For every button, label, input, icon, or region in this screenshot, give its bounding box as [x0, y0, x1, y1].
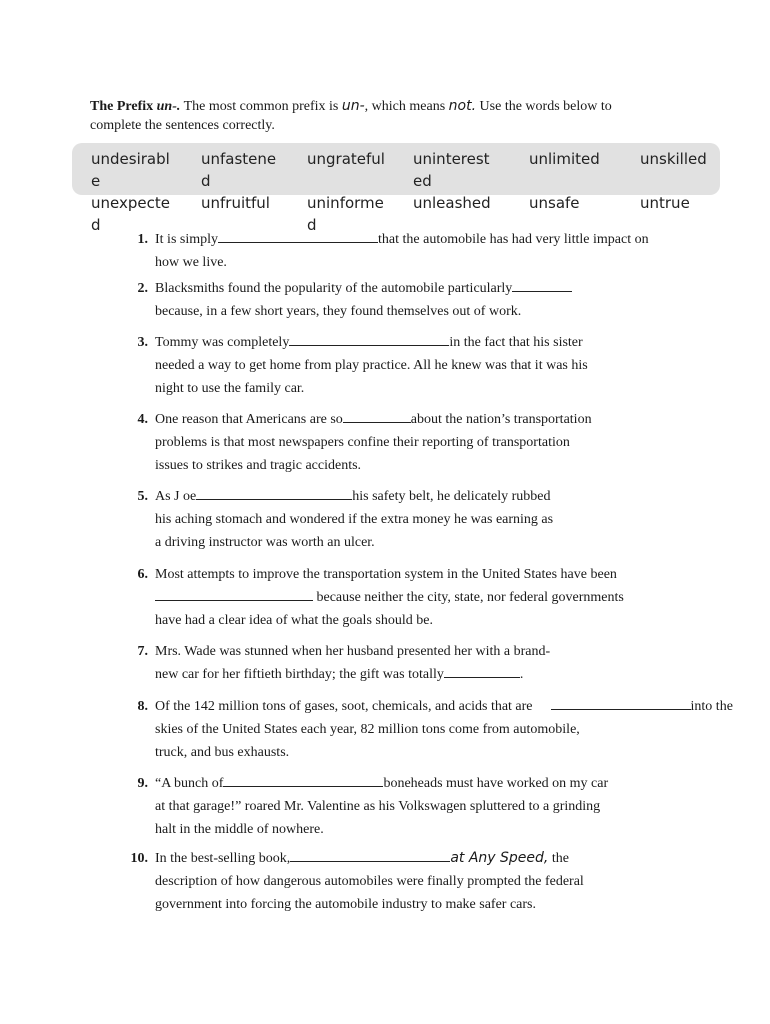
- title: The Prefix un-.: [90, 99, 181, 114]
- answer-blank[interactable]: [444, 665, 520, 678]
- answer-blank[interactable]: [218, 230, 378, 243]
- word-bank-item: unlimited: [529, 150, 600, 168]
- word-bank-item: uninformed: [307, 194, 384, 234]
- word-bank-item: unleashed: [413, 194, 491, 212]
- answer-blank[interactable]: [289, 333, 449, 346]
- answer-blank[interactable]: [343, 410, 411, 423]
- answer-blank[interactable]: [155, 588, 313, 601]
- answer-blank[interactable]: [196, 487, 352, 500]
- word-bank-item: unsafe: [529, 194, 580, 212]
- instructions: The Prefix un-. The most common prefix is un-, which means not. Use the words below to complete the sentences correctly.: [90, 98, 612, 133]
- answer-blank[interactable]: [223, 774, 383, 787]
- meaning-term: not.: [448, 98, 477, 114]
- prefix-term: un-: [341, 98, 365, 114]
- answer-blank[interactable]: [290, 849, 450, 862]
- word-bank-item: unfruitful: [201, 194, 270, 212]
- word-bank-item: untrue: [640, 194, 690, 212]
- book-title: at Any Speed,: [450, 850, 549, 866]
- word-bank-item: ungrateful: [307, 150, 385, 168]
- word-bank-item: undesirable: [91, 150, 170, 190]
- word-bank-item: uninterested: [413, 150, 490, 190]
- word-bank-item: unfastened: [201, 150, 277, 190]
- answer-blank[interactable]: [512, 279, 572, 292]
- answer-blank[interactable]: [551, 697, 691, 710]
- word-bank-item: unskilled: [640, 150, 707, 168]
- word-bank-item: unexpected: [91, 194, 170, 234]
